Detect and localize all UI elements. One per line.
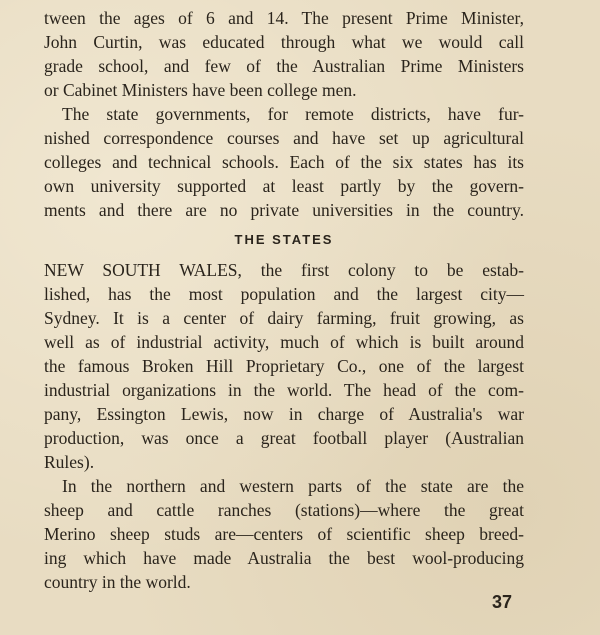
text-line: production, was once a great football player (Australian — [44, 428, 524, 448]
text-line: John Curtin, was educated through what we would call — [44, 32, 524, 52]
text-line: the famous Broken Hill Proprietary Co., one of the largest — [44, 356, 524, 376]
text-line: The state governments, for remote districts, have fur- — [62, 104, 524, 124]
text-line: country in the world. — [44, 572, 191, 592]
text-line: industrial organizations in the world. The head of the com- — [44, 380, 524, 400]
text-line: well as of industrial activity, much of which is built around — [44, 332, 524, 352]
text-line: or Cabinet Ministers have been college men. — [44, 80, 357, 100]
text-line: pany, Essington Lewis, now in charge of Australia's war — [44, 404, 524, 424]
text-line: ments and there are no private universities in the country. — [44, 200, 524, 220]
text-line: grade school, and few of the Australian Prime Ministers — [44, 56, 524, 76]
text-line: NEW SOUTH WALES, the first colony to be estab- — [44, 260, 524, 280]
text-line: tween the ages of 6 and 14. The present Prime Minister, — [44, 8, 524, 28]
text-line: Sydney. It is a center of dairy farming, fruit growing, as — [44, 308, 524, 328]
text-line: nished correspondence courses and have set up agricultural — [44, 128, 524, 148]
text-line: own university supported at least partly by the govern- — [44, 176, 524, 196]
text-line: Rules). — [44, 452, 95, 472]
section-heading: THE STATES — [234, 232, 334, 247]
text-line: Merino sheep studs are—centers of scientific sheep breed- — [44, 524, 524, 544]
text-line: sheep and cattle ranches (stations)—where the great — [44, 500, 524, 520]
page-number: 37 — [492, 592, 513, 612]
text-line: ing which have made Australia the best wool-producing — [44, 548, 524, 568]
text-line: lished, has the most population and the largest city— — [44, 284, 524, 304]
text-line: In the northern and western parts of the state are the — [62, 476, 524, 496]
text-line: colleges and technical schools. Each of the six states has its — [44, 152, 524, 172]
